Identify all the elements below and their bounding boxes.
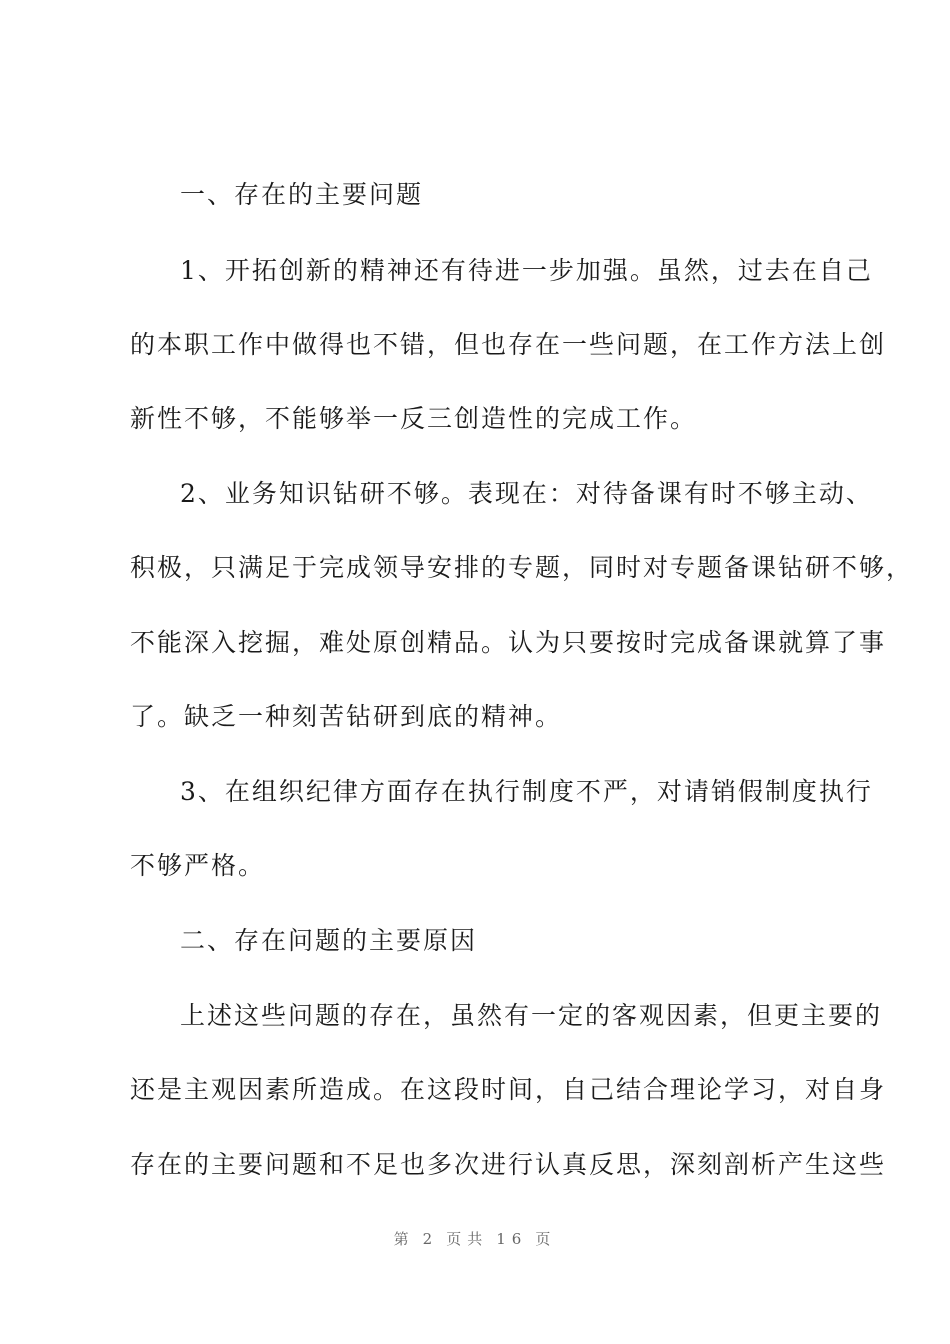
footer-total-pages: 16 bbox=[496, 1230, 528, 1248]
footer-suffix: 页 bbox=[535, 1230, 557, 1248]
paragraph-line: 了。缺乏一种刻苦钻研到底的精神。 bbox=[130, 702, 563, 731]
paragraph-line: 还是主观因素所造成。在这段时间，自己结合理论学习，对自身 bbox=[130, 1075, 887, 1104]
paragraph-line: 3、在组织纪律方面存在执行制度不严，对请销假制度执行 bbox=[180, 777, 873, 806]
footer-prefix: 第 bbox=[393, 1230, 415, 1248]
paragraph-line: 上述这些问题的存在，虽然有一定的客观因素，但更主要的 bbox=[180, 1001, 883, 1030]
heading-main-causes: 二、存在问题的主要原因 bbox=[180, 926, 478, 955]
paragraph-line: 新性不够，不能够举一反三创造性的完成工作。 bbox=[130, 404, 698, 433]
footer-middle: 页共 bbox=[446, 1230, 489, 1248]
footer-page-number: 2 bbox=[422, 1230, 439, 1248]
paragraph-line: 积极，只满足于完成领导安排的专题，同时对专题备课钻研不够， bbox=[130, 553, 914, 582]
paragraph-line: 2、业务知识钻研不够。表现在：对待备课有时不够主动、 bbox=[180, 479, 873, 508]
paragraph-line: 的本职工作中做得也不错，但也存在一些问题，在工作方法上创 bbox=[130, 330, 887, 359]
heading-existing-problems: 一、存在的主要问题 bbox=[180, 180, 424, 209]
paragraph-line: 不能深入挖掘，难处原创精品。认为只要按时完成备课就算了事 bbox=[130, 628, 887, 657]
paragraph-line: 1、开拓创新的精神还有待进一步加强。虽然，过去在自己 bbox=[180, 256, 873, 285]
paragraph-line: 存在的主要问题和不足也多次进行认真反思，深刻剖析产生这些 bbox=[130, 1150, 887, 1179]
paragraph-line: 不够严格。 bbox=[130, 851, 266, 880]
page-footer bbox=[0, 1228, 950, 1249]
